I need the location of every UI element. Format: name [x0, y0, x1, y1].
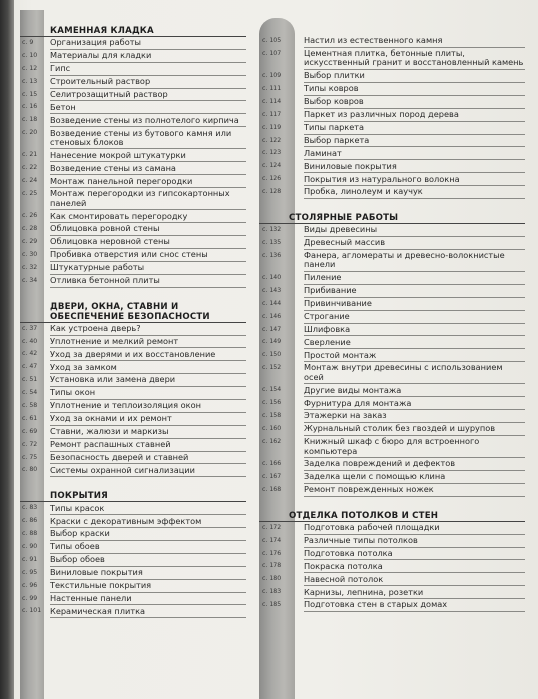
- entry-title: Краски с декоративным эффектом: [50, 515, 246, 528]
- page-number: с. 152: [262, 364, 282, 372]
- page-number: с. 9: [22, 39, 34, 46]
- entry-title: Монтаж перегородки из гипсокартонных панелей: [50, 188, 246, 210]
- entry-title: Системы охранной сигнализации: [50, 464, 246, 477]
- section-gap: [20, 477, 252, 491]
- page-number: с. 16: [22, 103, 38, 111]
- page-number: с. 140: [262, 273, 282, 281]
- entry-title: Безопасность дверей и ставней: [50, 452, 246, 465]
- toc-entry[interactable]: [20, 323, 252, 336]
- toc-entry[interactable]: [20, 567, 252, 580]
- entry-title: Настил из естественного камня: [304, 35, 525, 48]
- section-heading: СТОЛЯРНЫЕ РАБОТЫ: [259, 213, 525, 224]
- page-number: с. 26: [22, 212, 38, 220]
- entry-title: Заделка щели с помощью клина: [304, 471, 525, 484]
- entry-title: Строгание: [304, 311, 525, 324]
- entry-title: Уход за дверями и их восстановление: [50, 348, 246, 361]
- toc-entry[interactable]: [259, 109, 531, 122]
- toc-entry[interactable]: [259, 173, 531, 186]
- toc-entry[interactable]: [20, 63, 252, 76]
- page-number: с. 176: [262, 549, 282, 557]
- entry-title: Возведение стены из полнотелого кирпича: [50, 114, 246, 127]
- page-number: с. 88: [22, 530, 38, 538]
- page-number: с. 111: [262, 84, 282, 92]
- entry-title: Подготовка рабочей площадки: [304, 522, 525, 535]
- page-number: с. 61: [22, 414, 38, 422]
- page-number: с. 119: [262, 123, 282, 131]
- page-number: с. 128: [262, 188, 282, 196]
- toc-entry[interactable]: [259, 272, 531, 285]
- page-number: с. 158: [262, 412, 282, 420]
- page-number: с. 143: [262, 286, 282, 294]
- toc-column-right: [259, 35, 531, 612]
- entry-title: Выбор ковров: [304, 96, 525, 109]
- page-number: с. 13: [22, 77, 38, 85]
- page-number: с. 34: [22, 276, 38, 284]
- page-number: с. 168: [262, 485, 282, 493]
- toc-entry[interactable]: [259, 599, 531, 612]
- entry-title: Типы красок: [50, 502, 246, 515]
- toc-entry[interactable]: [259, 535, 531, 548]
- page-number: с. 109: [262, 72, 282, 80]
- page-number: с. 40: [22, 337, 38, 345]
- entry-title: Цементная плитка, бетонные плиты, искусственный гранит и восстановленный камень: [304, 48, 525, 70]
- toc-entry[interactable]: [259, 397, 531, 410]
- page-number: с. 28: [22, 225, 38, 233]
- toc-entry[interactable]: [259, 471, 531, 484]
- toc-entry[interactable]: [20, 452, 252, 465]
- page-number: с. 24: [22, 177, 38, 185]
- toc-entry[interactable]: [259, 324, 531, 337]
- page-number: с. 75: [22, 453, 38, 461]
- page-number: с. 156: [262, 399, 282, 407]
- toc-entry[interactable]: [259, 35, 531, 48]
- toc-entry[interactable]: [20, 37, 252, 50]
- entry-title: Книжный шкаф с бюро для встроенного компьютера: [304, 436, 525, 458]
- page-number: с. 22: [22, 164, 38, 172]
- entry-title: Пробка, линолеум и каучук: [304, 186, 525, 199]
- entry-title: Бетон: [50, 101, 246, 114]
- toc-entry[interactable]: [259, 250, 531, 272]
- entry-title: Навесной потолок: [304, 573, 525, 586]
- entry-title: Подготовка стен в старых домах: [304, 599, 525, 612]
- entry-title: Уплотнение и теплоизоляция окон: [50, 400, 246, 413]
- entry-title: Покрытия из натурального волокна: [304, 173, 525, 186]
- page-number: с. 86: [22, 517, 38, 525]
- toc-entry[interactable]: [20, 605, 252, 618]
- page-number: с. 135: [262, 238, 282, 246]
- page-number: с. 29: [22, 238, 38, 246]
- toc-entry[interactable]: [259, 423, 531, 436]
- toc-entry[interactable]: [20, 426, 252, 439]
- entry-title: Сверление: [304, 336, 525, 349]
- toc-entry[interactable]: [20, 175, 252, 188]
- entry-title: Керамическая плитка: [50, 605, 246, 618]
- toc-entry[interactable]: [259, 586, 531, 599]
- page-number: с. 174: [262, 536, 282, 544]
- entry-title: Фурнитура для монтажа: [304, 397, 525, 410]
- entry-title: Отливка бетонной плиты: [50, 275, 246, 288]
- entry-title: Покраска потолка: [304, 560, 525, 573]
- toc-entry[interactable]: [20, 541, 252, 554]
- page-number: с. 160: [262, 425, 282, 433]
- page-number: с. 91: [22, 555, 38, 563]
- toc-entry[interactable]: [20, 413, 252, 426]
- page-number: с. 122: [262, 136, 282, 144]
- toc-entry[interactable]: [20, 593, 252, 606]
- toc-entry[interactable]: [20, 76, 252, 89]
- toc-entry[interactable]: [259, 436, 531, 458]
- entry-title: Этажерки на заказ: [304, 410, 525, 423]
- toc-entry[interactable]: [259, 458, 531, 471]
- toc-entry[interactable]: [20, 439, 252, 452]
- page-number: с. 12: [22, 64, 38, 72]
- page-number: с. 21: [22, 151, 38, 159]
- toc-entry[interactable]: [20, 387, 252, 400]
- entry-title: Возведение стены из бутового камня или стеновых блоков: [50, 127, 246, 149]
- section-gap: [259, 497, 531, 511]
- toc-entry[interactable]: [20, 149, 252, 162]
- toc-entry[interactable]: [259, 362, 531, 384]
- page-number: с. 132: [262, 225, 282, 233]
- entry-title: Гипс: [50, 63, 246, 76]
- entry-title: Шлифовка: [304, 324, 525, 337]
- toc-entry[interactable]: [259, 186, 531, 199]
- page-number: с. 154: [262, 386, 282, 394]
- toc-entry[interactable]: [20, 89, 252, 102]
- page-number: с. 126: [262, 175, 282, 183]
- page-number: с. 15: [22, 90, 38, 98]
- toc-entry[interactable]: [259, 311, 531, 324]
- entry-title: Типы паркета: [304, 122, 525, 135]
- page-number: с. 167: [262, 473, 282, 481]
- toc-entry[interactable]: [259, 522, 531, 535]
- page-number: с. 83: [22, 504, 38, 512]
- entry-title: Прибивание: [304, 285, 525, 298]
- entry-title: Организация работы: [50, 37, 246, 50]
- entry-title: Ремонт распашных ставней: [50, 439, 246, 452]
- page-number: с. 123: [262, 149, 282, 157]
- section-heading: ДВЕРИ, ОКНА, СТАВНИ И ОБЕСПЕЧЕНИЕ БЕЗОПАСНОСТИ: [20, 302, 246, 323]
- page-number: с. 105: [262, 37, 282, 44]
- toc-entry[interactable]: [20, 400, 252, 413]
- toc-entry[interactable]: [259, 410, 531, 423]
- toc-entry[interactable]: [20, 101, 252, 114]
- toc-entry[interactable]: [259, 96, 531, 109]
- page-number: с. 183: [262, 588, 282, 596]
- page-number: с. 90: [22, 542, 38, 550]
- entry-title: Пробивка отверстия или снос стены: [50, 249, 246, 262]
- page-number: с. 10: [22, 51, 38, 59]
- section-gap: [20, 288, 252, 302]
- toc-entry[interactable]: [20, 336, 252, 349]
- page-number: с. 20: [22, 129, 38, 137]
- page-edge-shadow: [0, 0, 14, 699]
- page-number: с. 107: [262, 49, 282, 57]
- page-number: с. 166: [262, 460, 282, 468]
- entry-title: Строительный раствор: [50, 76, 246, 89]
- toc-entry[interactable]: [259, 224, 531, 237]
- toc-entry[interactable]: [20, 348, 252, 361]
- entry-title: Пиление: [304, 272, 525, 285]
- page-number: с. 114: [262, 97, 282, 105]
- page-number: с. 25: [22, 190, 38, 198]
- page-number: с. 150: [262, 351, 282, 359]
- toc-entry[interactable]: [259, 548, 531, 561]
- entry-title: Как смонтировать перегородку: [50, 210, 246, 223]
- entry-title: Установка или замена двери: [50, 374, 246, 387]
- entry-title: Журнальный столик без гвоздей и шурупов: [304, 423, 525, 436]
- toc-entry[interactable]: [259, 237, 531, 250]
- toc-entry[interactable]: [259, 135, 531, 148]
- page-number: с. 72: [22, 440, 38, 448]
- page-number: с. 58: [22, 401, 38, 409]
- entry-title: Выбор плитки: [304, 70, 525, 83]
- toc-entry[interactable]: [259, 484, 531, 497]
- entry-title: Как устроена дверь?: [50, 323, 246, 336]
- entry-title: Селитрозащитный раствор: [50, 89, 246, 102]
- entry-title: Выбор паркета: [304, 135, 525, 148]
- entry-title: Облицовка ровной стены: [50, 223, 246, 236]
- page-number: с. 185: [262, 601, 282, 609]
- toc-entry[interactable]: [20, 236, 252, 249]
- toc-entry[interactable]: [20, 210, 252, 223]
- toc-column-left: [20, 26, 252, 618]
- page-number: с. 144: [262, 299, 282, 307]
- section-heading: ОТДЕЛКА ПОТОЛКОВ И СТЕН: [259, 511, 525, 522]
- toc-entry[interactable]: [259, 147, 531, 160]
- page-number: с. 30: [22, 250, 38, 258]
- page-number: с. 18: [22, 116, 38, 124]
- entry-title: Выбор краски: [50, 528, 246, 541]
- entry-title: Монтаж внутри древесины с использованием осей: [304, 362, 525, 384]
- toc-entry[interactable]: [20, 223, 252, 236]
- toc-entry[interactable]: [259, 298, 531, 311]
- section-gap: [259, 199, 531, 213]
- toc-entry[interactable]: [20, 374, 252, 387]
- toc-entry[interactable]: [20, 249, 252, 262]
- entry-title: Виниловые покрытия: [50, 567, 246, 580]
- entry-title: Другие виды монтажа: [304, 384, 525, 397]
- entry-title: Древесный массив: [304, 237, 525, 250]
- toc-entry[interactable]: [20, 50, 252, 63]
- toc-entry[interactable]: [20, 262, 252, 275]
- page-number: с. 136: [262, 251, 282, 259]
- page-number: с. 54: [22, 389, 38, 397]
- toc-entry[interactable]: [259, 48, 531, 70]
- page-number: с. 146: [262, 312, 282, 320]
- entry-title: Штукатурные работы: [50, 262, 246, 275]
- entry-title: Настенные панели: [50, 593, 246, 606]
- entry-title: Ламинат: [304, 147, 525, 160]
- entry-title: Уход за замком: [50, 361, 246, 374]
- page-number: с. 162: [262, 437, 282, 445]
- entry-title: Уход за окнами и их ремонт: [50, 413, 246, 426]
- toc-entry[interactable]: [259, 573, 531, 586]
- entry-title: Монтаж панельной перегородки: [50, 175, 246, 188]
- page-number: с. 124: [262, 162, 282, 170]
- toc-entry[interactable]: [20, 114, 252, 127]
- toc-entry[interactable]: [20, 275, 252, 288]
- toc-entry[interactable]: [259, 70, 531, 83]
- entry-title: Типы окон: [50, 387, 246, 400]
- entry-title: Карнизы, лепнина, розетки: [304, 586, 525, 599]
- page-number: с. 147: [262, 325, 282, 333]
- toc-entry[interactable]: [20, 127, 252, 149]
- page-number: с. 80: [22, 466, 38, 474]
- toc-entry[interactable]: [20, 580, 252, 593]
- page-number: с. 96: [22, 581, 38, 589]
- page-number: с. 47: [22, 363, 38, 371]
- entry-title: Паркет из различных пород дерева: [304, 109, 525, 122]
- page-number: с. 180: [262, 575, 282, 583]
- page-number: с. 69: [22, 427, 38, 435]
- section-heading: КАМЕННАЯ КЛАДКА: [20, 26, 246, 37]
- toc-entry[interactable]: [259, 349, 531, 362]
- toc-entry[interactable]: [259, 122, 531, 135]
- toc-entry[interactable]: [259, 560, 531, 573]
- entry-title: Материалы для кладки: [50, 50, 246, 63]
- page-number: с. 149: [262, 338, 282, 346]
- entry-title: Привинчивание: [304, 298, 525, 311]
- page-number: с. 42: [22, 350, 38, 358]
- entry-title: Виды древесины: [304, 224, 525, 237]
- toc-entry[interactable]: [20, 554, 252, 567]
- page-number: с. 51: [22, 376, 38, 384]
- page-number: с. 117: [262, 110, 282, 118]
- entry-title: Виниловые покрытия: [304, 160, 525, 173]
- page-number: с. 101: [22, 607, 42, 615]
- toc-entry[interactable]: [20, 162, 252, 175]
- entry-title: Нанесение мокрой штукатурки: [50, 149, 246, 162]
- toc-entry[interactable]: [20, 188, 252, 210]
- page-number: с. 32: [22, 263, 38, 271]
- page-number: с. 95: [22, 568, 38, 576]
- entry-title: Типы ковров: [304, 83, 525, 96]
- toc-entry[interactable]: [259, 160, 531, 173]
- entry-title: Ремонт поврежденных ножек: [304, 484, 525, 497]
- page-number: с. 172: [262, 523, 282, 531]
- toc-entry[interactable]: [20, 528, 252, 541]
- entry-title: Текстильные покрытия: [50, 580, 246, 593]
- entry-title: Простой монтаж: [304, 349, 525, 362]
- entry-title: Уплотнение и мелкий ремонт: [50, 336, 246, 349]
- section-heading: ПОКРЫТИЯ: [20, 491, 246, 502]
- entry-title: Типы обоев: [50, 541, 246, 554]
- toc-entry[interactable]: [20, 502, 252, 515]
- entry-title: Фанера, агломераты и древесно-волокнистые панели: [304, 250, 525, 272]
- toc-entry[interactable]: [20, 464, 252, 477]
- toc-entry[interactable]: [259, 384, 531, 397]
- toc-entry[interactable]: [259, 83, 531, 96]
- toc-entry[interactable]: [259, 285, 531, 298]
- entry-title: Различные типы потолков: [304, 535, 525, 548]
- entry-title: Возведение стены из самана: [50, 162, 246, 175]
- entry-title: Выбор обоев: [50, 554, 246, 567]
- entry-title: Подготовка потолка: [304, 548, 525, 561]
- entry-title: Облицовка неровной стены: [50, 236, 246, 249]
- page-number: с. 99: [22, 594, 38, 602]
- toc-entry[interactable]: [20, 361, 252, 374]
- toc-entry[interactable]: [259, 336, 531, 349]
- entry-title: Ставни, жалюзи и маркизы: [50, 426, 246, 439]
- page-number: с. 178: [262, 562, 282, 570]
- entry-title: Заделка повреждений и дефектов: [304, 458, 525, 471]
- page-number: с. 37: [22, 324, 38, 332]
- toc-entry[interactable]: [20, 515, 252, 528]
